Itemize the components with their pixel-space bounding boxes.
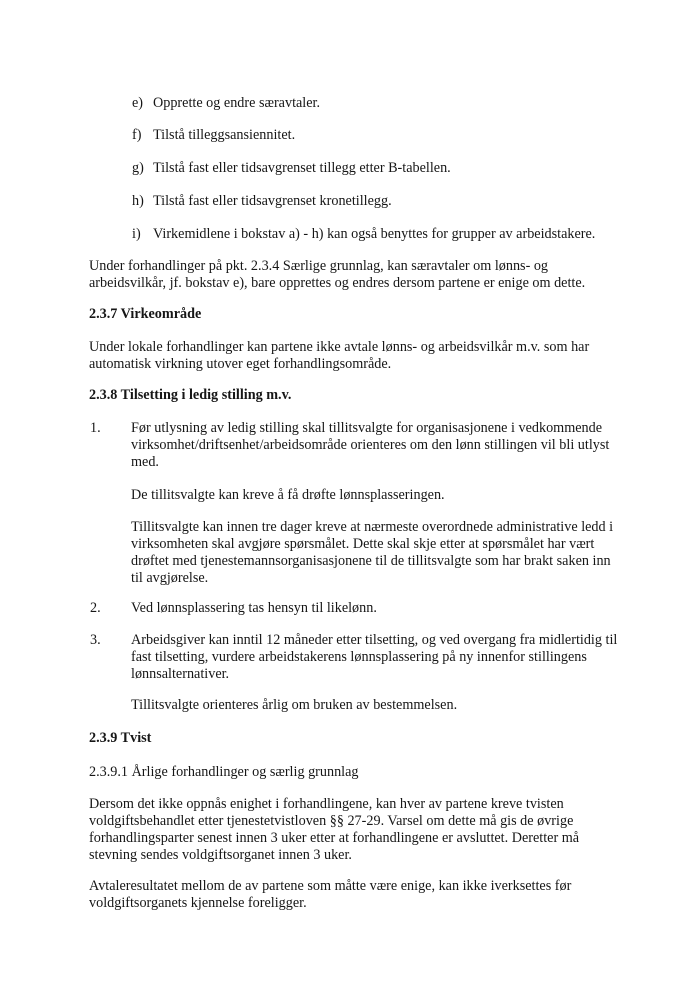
section-heading-2-3-7: 2.3.7 Virkeområde [89,306,202,322]
paragraph-agreement-result [89,878,571,912]
subsection-heading-2-3-9-1: 2.3.9.1 Årlige forhandlinger og særlig grunnlag [89,764,359,780]
text-line: Under forhandlinger på pkt. 2.3.4 Særlige grunnlag, kan særavtaler om lønns- og [89,258,549,274]
paragraph-arbitration [89,796,579,864]
paragraph-item1-announcement [131,420,609,471]
text-line: drøftet med tjenestemannsorganisasjonene til de tillitsvalgte som har brakt saken inn [131,553,611,569]
text-line: Avtaleresultatet mellom de av partene som måtte være enige, kan ikke iverksettes før [89,878,572,894]
section-heading-2-3-8: 2.3.8 Tilsetting i ledig stilling m.v. [89,387,292,403]
paragraph-special-grounds [89,258,585,292]
paragraph-item1-discuss: De tillitsvalgte kan kreve å få drøfte lønnsplasseringen. [131,487,445,503]
list-item-label: e) [132,95,144,111]
text-line: forhandlingsparter senest innen 3 uker etter at forhandlingene er avsluttet. Deretter må [89,830,580,846]
text-line: fast tilsetting, vurdere arbeidstakerens lønnsplassering på ny innenfor stillingens [131,649,587,665]
list-item-text: Tilstå fast eller tidsavgrenset kronetillegg. [153,193,392,209]
list-item-label: 1. [90,420,101,436]
text-line: til avgjørelse. [131,570,209,586]
text-line: Tillitsvalgte kan innen tre dager kreve at nærmeste overordnede administrative ledd i [131,519,614,535]
list-item-label: 2. [90,600,101,616]
paragraph-item2: Ved lønnsplassering tas hensyn til likelønn. [131,600,377,616]
text-line: Arbeidsgiver kan inntil 12 måneder etter tilsetting, og ved overgang fra midlertidig til [131,632,618,648]
paragraph-item1-appeal [131,519,613,587]
list-item-text: Tilstå fast eller tidsavgrenset tillegg etter B-tabellen. [153,160,451,176]
text-line: automatisk virkning utover eget forhandlingsområde. [89,356,392,372]
list-item-text: Opprette og endre særavtaler. [153,95,321,111]
text-line: Dersom det ikke oppnås enighet i forhandlingene, kan hver av partene kreve tvisten [89,796,564,812]
text-line: voldgiftsbehandlet etter tjenestetvistloven §§ 27-29. Varsel om dette må gis de øvrige [89,813,574,829]
text-line: virksomheten skal avgjøre spørsmålet. Dette skal skje etter at spørsmålet har vært [131,536,595,552]
paragraph-scope [89,339,589,373]
text-line: Under lokale forhandlinger kan partene ikke avtale lønns- og arbeidsvilkår m.v. som har [89,339,590,355]
list-item-label: g) [132,160,144,176]
text-line: lønnsalternativer. [131,666,230,682]
text-line: virksomhet/driftsenhet/arbeidsområde orienteres om den lønn stillingen vil bli utlyst [131,437,610,453]
text-line: voldgiftsorganets kjennelse foreligger. [89,895,307,911]
paragraph-item3-inform: Tillitsvalgte orienteres årlig om bruken av bestemmelsen. [131,697,458,713]
list-item-text: Tilstå tilleggsansiennitet. [153,127,296,143]
text-line: med. [131,454,159,470]
paragraph-item3-reassess [131,632,617,683]
list-item-text: Virkemidlene i bokstav a) - h) kan også benyttes for grupper av arbeidstakere. [153,226,596,242]
text-line: stevning sendes voldgiftsorganet innen 3 uker. [89,847,352,863]
list-item-label: f) [132,127,142,143]
text-line: arbeidsvilkår, jf. bokstav e), bare opprettes og endres dersom partene er enige om dette. [89,275,586,291]
list-item-label: i) [132,226,141,242]
section-heading-2-3-9: 2.3.9 Tvist [89,730,152,746]
text-line: Før utlysning av ledig stilling skal tillitsvalgte for organisasjonene i vedkommende [131,420,603,436]
list-item-label: 3. [90,632,101,648]
list-item-label: h) [132,193,144,209]
